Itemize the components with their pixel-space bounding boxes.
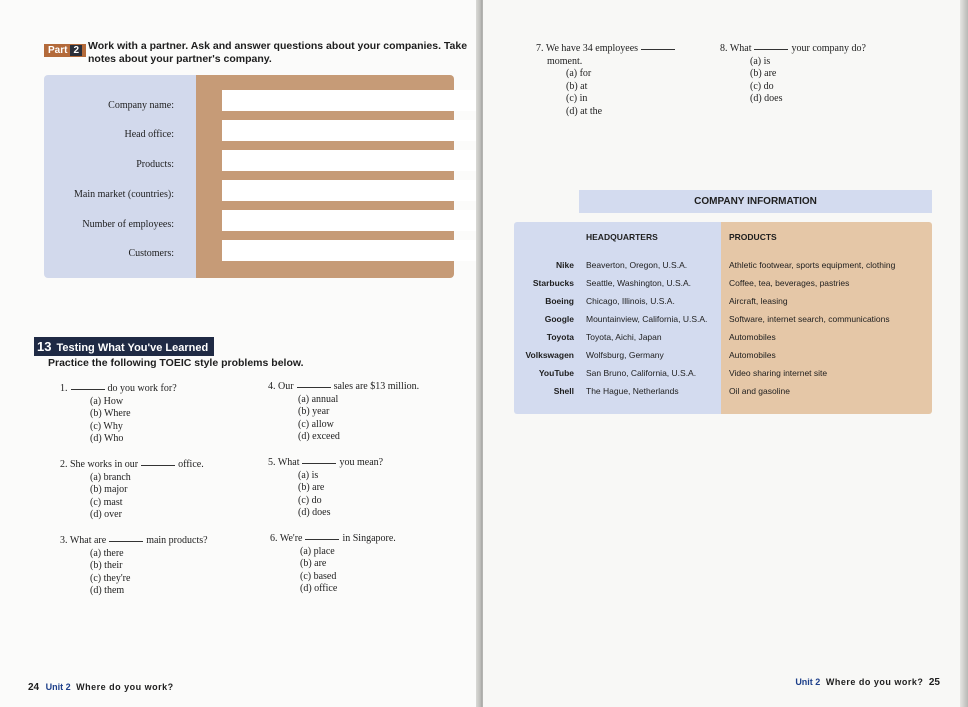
answer-blank <box>141 465 175 466</box>
option-a[interactable]: (a) is <box>298 469 319 481</box>
company-name: Volkswagen <box>525 350 574 360</box>
company-hq: Chicago, Illinois, U.S.A. <box>586 296 675 306</box>
table-row <box>514 314 932 332</box>
question-stem: 8. What <box>720 43 752 54</box>
right-page-footer <box>795 677 940 688</box>
question-stem: 1. <box>60 383 68 394</box>
option-c[interactable]: (c) do <box>750 80 774 92</box>
answer-blank <box>109 541 143 542</box>
option-c[interactable]: (c) mast <box>90 496 123 508</box>
option-b[interactable]: (b) major <box>90 484 128 496</box>
unit-label: Unit 2 <box>795 677 821 687</box>
company-notes-form <box>44 75 454 278</box>
left-page <box>0 0 480 707</box>
products-field[interactable] <box>222 150 480 171</box>
option-c[interactable]: (c) based <box>300 570 337 582</box>
company-hq: Beaverton, Oregon, U.S.A. <box>586 260 688 270</box>
option-d[interactable]: (d) office <box>300 583 338 595</box>
main-market-label: Main market (countries): <box>74 189 174 200</box>
option-d[interactable]: (d) does <box>750 93 783 105</box>
unit-title: Where do you work? <box>76 682 174 692</box>
question-8 <box>720 43 866 106</box>
option-d[interactable]: (d) exceed <box>298 431 340 443</box>
company-hq: Wolfsburg, Germany <box>586 350 664 360</box>
option-d[interactable]: (d) them <box>90 585 125 597</box>
section-number: 13 <box>37 339 52 354</box>
question-6 <box>270 533 396 596</box>
option-a[interactable]: (a) How <box>90 395 124 407</box>
option-c[interactable]: (c) Why <box>90 420 123 432</box>
head-office-label: Head office: <box>124 129 174 140</box>
table-row <box>514 368 932 386</box>
part-badge-label: Part <box>48 45 68 56</box>
company-name: Toyota <box>546 332 574 342</box>
question-stem: 6. We're <box>270 533 303 544</box>
question-stem: 7. We have 34 employees <box>536 43 639 54</box>
question-stem-end: sales are $13 million. <box>333 381 420 392</box>
question-stem-end: office. <box>178 459 204 470</box>
company-name: Google <box>544 314 574 324</box>
question-stem: 4. Our <box>268 381 294 392</box>
company-hq: The Hague, Netherlands <box>586 386 679 396</box>
company-products: Aircraft, leasing <box>729 296 788 306</box>
company-products: Oil and gasoline <box>729 386 790 396</box>
page-number: 25 <box>928 677 940 688</box>
option-a[interactable]: (a) there <box>90 547 124 559</box>
products-label: Products: <box>136 159 174 170</box>
option-d[interactable]: (d) Who <box>90 433 124 445</box>
section-heading <box>34 337 214 356</box>
option-a[interactable]: (a) for <box>566 68 592 80</box>
question-stem: 3. What are <box>60 535 107 546</box>
section-subtitle: Practice the following TOEIC style problems below. <box>48 357 304 369</box>
question-3 <box>60 535 208 598</box>
question-stem: 5. What <box>268 457 300 468</box>
part-badge <box>44 44 86 57</box>
table-row <box>514 386 932 404</box>
question-stem-end: your company do? <box>791 43 866 54</box>
customers-label: Customers: <box>128 248 174 259</box>
table-row <box>514 278 932 296</box>
answer-blank <box>641 49 675 50</box>
answer-blank <box>302 463 336 464</box>
option-d[interactable]: (d) does <box>298 507 331 519</box>
products-header: PRODUCTS <box>729 232 777 242</box>
question-stem-end: you mean? <box>339 457 384 468</box>
question-stem: 2. She works in our <box>60 459 139 470</box>
question-7 <box>536 43 678 119</box>
option-d[interactable]: (d) over <box>90 509 122 521</box>
company-name: Nike <box>556 260 574 270</box>
option-b[interactable]: (b) at <box>566 80 588 92</box>
company-name: YouTube <box>538 368 574 378</box>
option-c[interactable]: (c) do <box>298 494 322 506</box>
table-row <box>514 350 932 368</box>
head-office-field[interactable] <box>222 120 480 141</box>
left-page-footer <box>28 682 174 693</box>
option-b[interactable]: (b) year <box>298 406 330 418</box>
table-row <box>514 332 932 350</box>
question-2 <box>60 459 204 522</box>
option-b[interactable]: (b) are <box>300 558 327 570</box>
company-info-table <box>514 222 932 414</box>
headquarters-header: HEADQUARTERS <box>586 232 658 242</box>
page-number: 24 <box>28 682 40 693</box>
main-market-field[interactable] <box>222 180 480 201</box>
option-c[interactable]: (c) they're <box>90 572 131 584</box>
company-products: Automobiles <box>729 350 776 360</box>
question-stem-end: main products? <box>146 535 208 546</box>
answer-blank <box>71 389 105 390</box>
company-hq: San Bruno, California, U.S.A. <box>586 368 697 378</box>
employees-label: Number of employees: <box>82 219 174 230</box>
question-stem-end: in Singapore. <box>342 533 396 544</box>
company-name: Boeing <box>545 296 574 306</box>
company-info-title: COMPANY INFORMATION <box>579 190 932 213</box>
option-d[interactable]: (d) at the <box>566 105 603 117</box>
option-b[interactable]: (b) their <box>90 560 123 572</box>
unit-title: Where do you work? <box>825 677 924 687</box>
section-title: Testing What You've Learned <box>56 342 209 354</box>
question-1 <box>60 383 177 446</box>
company-products: Automobiles <box>729 332 776 342</box>
company-hq: Seattle, Washington, U.S.A. <box>586 278 692 288</box>
customers-field[interactable] <box>222 240 480 261</box>
table-row <box>514 296 932 314</box>
page-edge <box>960 0 968 707</box>
option-b[interactable]: (b) Where <box>90 408 131 420</box>
part-instruction: Work with a partner. Ask and answer questions about your companies. Take notes about your partner's company. <box>88 40 468 65</box>
table-row <box>514 260 932 278</box>
company-hq: Toyota, Aichi, Japan <box>586 332 662 342</box>
question-4 <box>268 381 419 444</box>
question-stem-cont: moment. <box>547 55 583 67</box>
question-stem-end: do you work for? <box>107 383 177 394</box>
option-a[interactable]: (a) annual <box>298 393 339 405</box>
answer-blank <box>297 387 331 388</box>
option-a[interactable]: (a) branch <box>90 471 131 483</box>
option-b[interactable]: (b) are <box>750 68 777 80</box>
answer-blank <box>305 539 339 540</box>
company-products: Athletic footwear, sports equipment, clothing <box>729 260 896 270</box>
company-products: Video sharing internet site <box>729 368 828 378</box>
employees-field[interactable] <box>222 210 480 231</box>
question-5 <box>268 457 383 520</box>
part-number: 2 <box>70 45 82 56</box>
option-c[interactable]: (c) in <box>566 93 588 105</box>
company-products: Coffee, tea, beverages, pastries <box>729 278 850 288</box>
company-name-field[interactable] <box>222 90 480 111</box>
option-c[interactable]: (c) allow <box>298 418 334 430</box>
company-name: Starbucks <box>532 278 574 288</box>
option-b[interactable]: (b) are <box>298 482 325 494</box>
company-name: Shell <box>553 386 574 396</box>
option-a[interactable]: (a) place <box>300 545 335 557</box>
company-name-label: Company name: <box>108 100 174 111</box>
company-hq: Mountainview, California, U.S.A. <box>586 314 708 324</box>
answer-blank <box>754 49 788 50</box>
option-a[interactable]: (a) is <box>750 55 771 67</box>
unit-label: Unit 2 <box>45 682 71 692</box>
right-page <box>483 0 968 707</box>
company-products: Software, internet search, communications <box>729 314 890 324</box>
